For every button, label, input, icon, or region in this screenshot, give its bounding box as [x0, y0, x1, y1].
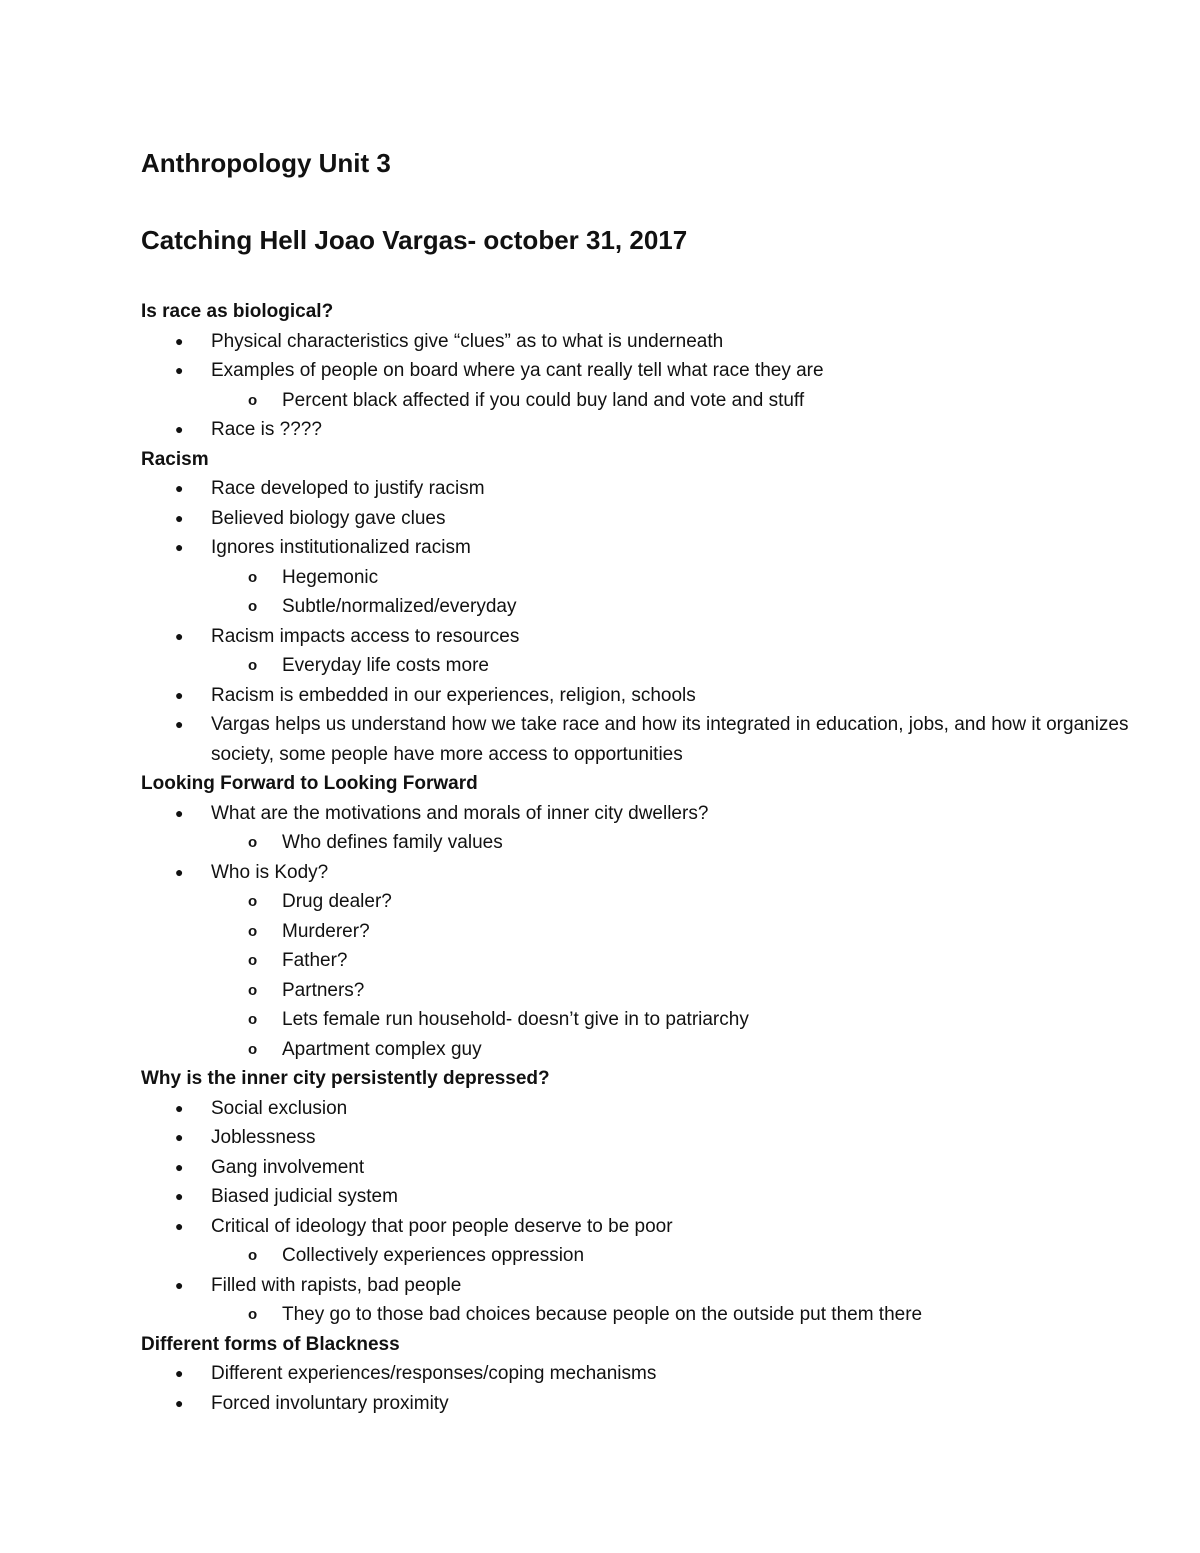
sub-bullet-text: Drug dealer? — [282, 891, 392, 912]
bullet-item — [141, 474, 1141, 504]
sub-bullet-text: Hegemonic — [282, 566, 379, 588]
bullet-item — [141, 622, 1141, 652]
bullet-text: Physical characteristics give “clues” as to what is underneath — [211, 330, 724, 352]
sub-bullet-text: Murderer? — [282, 920, 370, 942]
bullet-icon: ● — [175, 1217, 184, 1234]
sub-bullet-text: Everyday life costs more — [282, 655, 489, 676]
bullet-list — [141, 1094, 1141, 1330]
bullet-icon: ● — [175, 362, 184, 378]
bullet-item — [141, 1182, 1141, 1212]
sub-bullet-icon: o — [248, 1040, 258, 1058]
notes-section — [141, 1330, 1141, 1419]
bullet-list — [141, 327, 1141, 445]
bullet-text: Joblessness — [211, 1127, 316, 1148]
bullet-item — [141, 681, 1141, 711]
bullet-text: Gang involvement — [211, 1156, 365, 1178]
section-heading: Why is the inner city persistently depressed? — [141, 1068, 550, 1089]
sub-bullet-icon: o — [248, 834, 258, 851]
bullet-icon: ● — [175, 539, 184, 555]
bullet-text: Racism impacts access to resources — [211, 625, 520, 647]
sub-bullet-item — [141, 946, 1141, 976]
bullet-item — [141, 1123, 1141, 1153]
sub-bullet-icon: o — [248, 952, 258, 969]
bullet-text: Ignores institutionalized racism — [211, 537, 471, 558]
notes-body — [141, 297, 1141, 1418]
bullet-icon: ● — [175, 627, 184, 644]
bullet-text: Race is ???? — [211, 419, 322, 440]
sub-bullet-icon: o — [248, 657, 258, 674]
sub-bullet-text: They go to those bad choices because people on the outside put them there — [282, 1304, 923, 1325]
bullet-icon: ● — [175, 804, 184, 821]
bullet-text: Filled with rapists, bad people — [211, 1274, 462, 1296]
sub-bullet-item — [141, 1005, 1141, 1035]
notes-section — [141, 1064, 1141, 1330]
bullet-icon: ● — [175, 480, 184, 496]
sub-bullet-text: Apartment complex guy — [282, 1038, 482, 1060]
bullet-text: Race developed to justify racism — [211, 478, 485, 499]
sub-bullet-text: Father? — [282, 950, 348, 971]
bullet-item — [141, 1271, 1141, 1301]
bullet-icon: ● — [175, 332, 184, 349]
sub-bullet-item — [141, 592, 1141, 622]
sub-bullet-icon: o — [248, 391, 258, 409]
bullet-icon: ● — [175, 509, 184, 526]
bullet-item — [141, 1359, 1141, 1389]
bullet-icon: ● — [175, 1188, 184, 1204]
bullet-item — [141, 799, 1141, 829]
bullet-item — [141, 504, 1141, 534]
sub-bullet-text: Partners? — [282, 979, 365, 1001]
section-heading: Looking Forward to Looking Forward — [141, 773, 478, 794]
sub-bullet-item — [141, 1241, 1141, 1271]
bullet-item — [141, 415, 1141, 445]
notes-section — [141, 297, 1141, 445]
bullet-list — [141, 474, 1141, 769]
sub-bullet-item — [141, 563, 1141, 593]
bullet-item — [141, 1212, 1141, 1242]
sub-bullet-icon: o — [248, 981, 258, 999]
bullet-icon: ● — [175, 1276, 184, 1293]
sub-bullet-item — [141, 651, 1141, 681]
bullet-item — [141, 533, 1141, 563]
bullet-icon: ● — [175, 1129, 184, 1145]
document-title: Anthropology Unit 3 — [141, 148, 391, 178]
notes-section — [141, 769, 1141, 1064]
bullet-text: Critical of ideology that poor people deserve to be poor — [211, 1215, 673, 1237]
sub-bullet-icon: o — [248, 598, 258, 615]
bullet-icon: ● — [175, 1394, 184, 1411]
sub-bullet-item — [141, 386, 1141, 416]
sub-bullet-icon: o — [248, 568, 258, 586]
sub-bullet-text: Lets female run household- doesn’t give in to patriarchy — [282, 1009, 749, 1030]
bullet-item — [141, 858, 1141, 888]
bullet-list — [141, 799, 1141, 1065]
bullet-icon: ● — [175, 1365, 184, 1381]
document-subtitle: Catching Hell Joao Vargas- october 31, 2017 — [141, 225, 688, 255]
bullet-item — [141, 327, 1141, 357]
sub-bullet-text: Subtle/normalized/everyday — [282, 596, 517, 617]
bullet-text: Vargas helps us understand how we take race and how its integrated in education, jobs, and how it organizes society, some people have more access to opportunities — [211, 714, 1129, 765]
section-heading: Different forms of Blackness — [141, 1333, 400, 1355]
sub-bullet-icon: o — [248, 1247, 258, 1264]
sub-bullet-icon: o — [248, 893, 258, 910]
bullet-text: Social exclusion — [211, 1097, 348, 1119]
sub-bullet-icon: o — [248, 922, 258, 940]
bullet-item — [141, 1153, 1141, 1183]
sub-bullet-icon: o — [248, 1306, 258, 1323]
bullet-text: Examples of people on board where ya cant really tell what race they are — [211, 360, 824, 381]
sub-bullet-text: Collectively experiences oppression — [282, 1245, 585, 1266]
bullet-text: Believed biology gave clues — [211, 507, 446, 529]
bullet-item — [141, 356, 1141, 386]
sub-bullet-item — [141, 828, 1141, 858]
bullet-item — [141, 1389, 1141, 1419]
sub-bullet-icon: o — [248, 1011, 258, 1028]
notes-section — [141, 445, 1141, 770]
sub-bullet-item — [141, 1035, 1141, 1065]
bullet-icon: ● — [175, 863, 184, 880]
bullet-text: What are the motivations and morals of inner city dwellers? — [211, 802, 709, 824]
sub-bullet-item — [141, 917, 1141, 947]
bullet-icon: ● — [175, 716, 184, 732]
bullet-text: Different experiences/responses/coping mechanisms — [211, 1363, 657, 1384]
bullet-icon: ● — [175, 421, 184, 437]
bullet-text: Forced involuntary proximity — [211, 1392, 449, 1414]
sub-bullet-text: Percent black affected if you could buy land and vote and stuff — [282, 389, 805, 411]
bullet-item — [141, 1094, 1141, 1124]
bullet-text: Biased judicial system — [211, 1186, 398, 1207]
bullet-icon: ● — [175, 1099, 184, 1116]
bullet-icon: ● — [175, 1158, 184, 1175]
section-heading: Is race as biological? — [141, 301, 334, 322]
section-heading: Racism — [141, 448, 209, 470]
bullet-item — [141, 710, 1141, 769]
bullet-text: Racism is embedded in our experiences, religion, schools — [211, 684, 696, 706]
sub-bullet-text: Who defines family values — [282, 832, 503, 853]
sub-bullet-item — [141, 976, 1141, 1006]
bullet-icon: ● — [175, 686, 184, 703]
bullet-list — [141, 1359, 1141, 1418]
sub-bullet-item — [141, 887, 1141, 917]
bullet-text: Who is Kody? — [211, 861, 329, 883]
sub-bullet-item — [141, 1300, 1141, 1330]
